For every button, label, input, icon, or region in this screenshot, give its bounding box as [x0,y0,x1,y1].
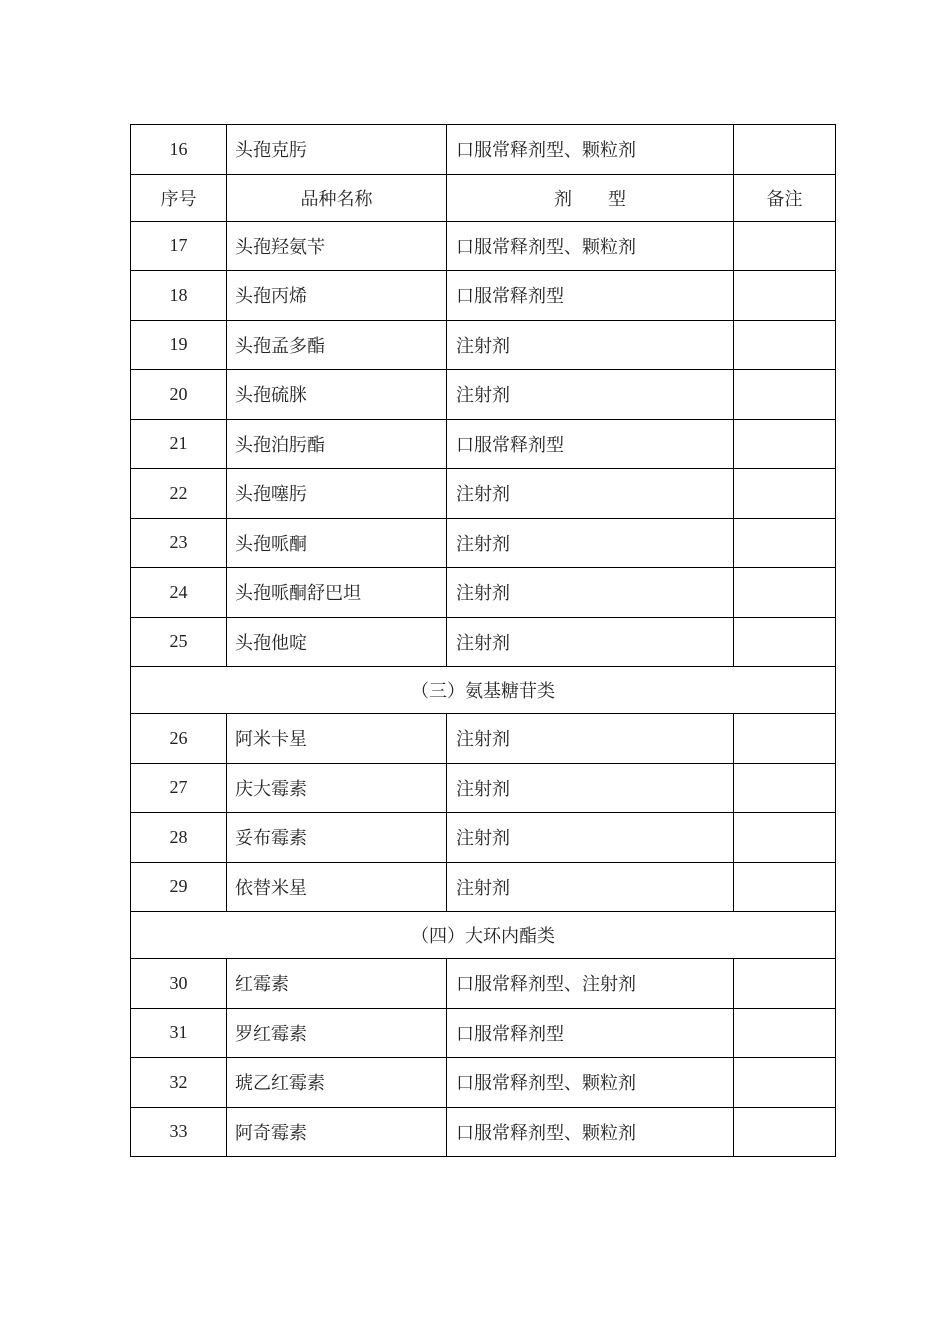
table-header-row [131,174,836,221]
row-number: 27 [131,763,227,813]
drug-name: 罗红霉素 [227,1008,447,1058]
row-number: 31 [131,1008,227,1058]
dosage-form: 注射剂 [447,862,734,912]
table-row [131,419,836,469]
remark-cell [734,959,836,1009]
row-number: 22 [131,469,227,519]
row-number: 16 [131,125,227,175]
remark-cell [734,813,836,863]
remark-cell [734,271,836,321]
row-number: 29 [131,862,227,912]
dosage-form: 注射剂 [447,617,734,667]
table-row [131,714,836,764]
drug-name: 头孢克肟 [227,125,447,175]
row-number: 28 [131,813,227,863]
dosage-form: 口服常释剂型、颗粒剂 [447,125,734,175]
table-row [131,568,836,618]
row-number: 18 [131,271,227,321]
remark-cell [734,469,836,519]
drug-name: 头孢羟氨苄 [227,221,447,271]
header-name: 品种名称 [227,174,447,221]
table-row [131,959,836,1009]
row-number: 21 [131,419,227,469]
section-row-aminoglycosides [131,667,836,714]
table-row [131,763,836,813]
remark-cell [734,568,836,618]
header-remark: 备注 [734,174,836,221]
drug-name: 头孢哌酮 [227,518,447,568]
dosage-form: 口服常释剂型 [447,419,734,469]
drug-name: 头孢他啶 [227,617,447,667]
dosage-form: 口服常释剂型、颗粒剂 [447,1058,734,1108]
row-number: 23 [131,518,227,568]
dosage-form: 注射剂 [447,714,734,764]
drug-name: 头孢噻肟 [227,469,447,519]
remark-cell [734,862,836,912]
dosage-form: 口服常释剂型、颗粒剂 [447,1107,734,1157]
dosage-form: 注射剂 [447,469,734,519]
remark-cell [734,419,836,469]
drug-name: 阿米卡星 [227,714,447,764]
table-row [131,1107,836,1157]
remark-cell [734,518,836,568]
row-number: 26 [131,714,227,764]
dosage-form: 注射剂 [447,320,734,370]
dosage-form: 口服常释剂型、颗粒剂 [447,221,734,271]
remark-cell [734,125,836,175]
drug-name: 阿奇霉素 [227,1107,447,1157]
section-title: （四）大环内酯类 [131,912,836,959]
table-row [131,518,836,568]
drug-name: 头孢哌酮舒巴坦 [227,568,447,618]
drug-name: 头孢丙烯 [227,271,447,321]
drug-name: 庆大霉素 [227,763,447,813]
drug-name: 头孢硫脒 [227,370,447,420]
table-row [131,813,836,863]
row-number: 30 [131,959,227,1009]
table-row [131,862,836,912]
dosage-form: 口服常释剂型 [447,271,734,321]
table-row [131,1008,836,1058]
table-row [131,469,836,519]
drug-name: 琥乙红霉素 [227,1058,447,1108]
row-number: 33 [131,1107,227,1157]
remark-cell [734,320,836,370]
section-row-macrolides [131,912,836,959]
dosage-form: 注射剂 [447,568,734,618]
table-row [131,125,836,175]
drug-catalog-table [130,124,836,1157]
row-number: 17 [131,221,227,271]
row-number: 32 [131,1058,227,1108]
remark-cell [734,763,836,813]
table-row [131,221,836,271]
header-number: 序号 [131,174,227,221]
dosage-form: 注射剂 [447,813,734,863]
drug-name: 红霉素 [227,959,447,1009]
remark-cell [734,714,836,764]
row-number: 20 [131,370,227,420]
table-row [131,1058,836,1108]
dosage-form: 注射剂 [447,763,734,813]
dosage-form: 口服常释剂型 [447,1008,734,1058]
remark-cell [734,1008,836,1058]
dosage-form: 口服常释剂型、注射剂 [447,959,734,1009]
remark-cell [734,1058,836,1108]
drug-name: 头孢孟多酯 [227,320,447,370]
remark-cell [734,617,836,667]
table-row [131,617,836,667]
table-row [131,370,836,420]
remark-cell [734,1107,836,1157]
row-number: 24 [131,568,227,618]
dosage-form: 注射剂 [447,370,734,420]
drug-name: 头孢泊肟酯 [227,419,447,469]
remark-cell [734,221,836,271]
row-number: 19 [131,320,227,370]
remark-cell [734,370,836,420]
drug-name: 依替米星 [227,862,447,912]
table-row [131,271,836,321]
section-title: （三）氨基糖苷类 [131,667,836,714]
dosage-form: 注射剂 [447,518,734,568]
drug-name: 妥布霉素 [227,813,447,863]
row-number: 25 [131,617,227,667]
header-dosage-form: 剂 型 [447,174,734,221]
table-row [131,320,836,370]
